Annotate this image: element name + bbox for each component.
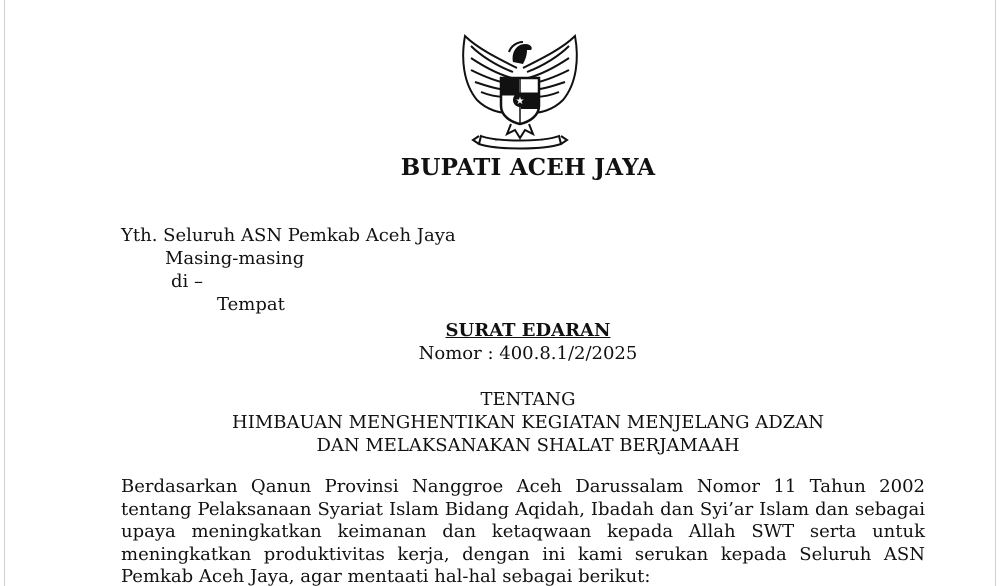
recipient-line: Yth. Seluruh ASN Pemkab Aceh Jaya <box>121 225 456 246</box>
letter-type-heading: SURAT EDARAN <box>445 320 611 341</box>
about-label: TENTANG <box>480 389 576 410</box>
letter-number: Nomor : 400.8.1/2/2025 <box>418 343 638 364</box>
subject-line-1: HIMBAUAN MENGHENTIKAN KEGIATAN MENJELANG ADZAN <box>232 412 824 433</box>
subject-line-2: DAN MELAKSANAKAN SHALAT BERJAMAAH <box>316 435 740 456</box>
recipient-qualifier: Masing-masing <box>165 248 305 269</box>
recipient-location: Tempat <box>217 294 285 315</box>
svg-text:★: ★ <box>515 96 525 107</box>
body-paragraph: Berdasarkan Qanun Provinsi Nanggroe Aceh Darussalam Nomor 11 Tahun 2002 tentang Pelaksanaan Syariat Islam Bidang Aqidah, Ibadah dan Syi’ar Islam dan sebagai upaya meningkatkan keimanan dan ketaqwaan kepada Allah SWT serta untuk meningkatkan produktivitas kerja, dengan ini kami serukan kepada Seluruh ASN Pemkab Aceh Jaya, agar mentaati hal-hal sebagai berikut: <box>121 476 925 586</box>
letterhead-title: BUPATI ACEH JAYA <box>400 154 656 181</box>
document-page <box>4 0 996 586</box>
garuda-emblem-icon <box>457 28 583 152</box>
recipient-location-label: di – <box>171 271 204 292</box>
